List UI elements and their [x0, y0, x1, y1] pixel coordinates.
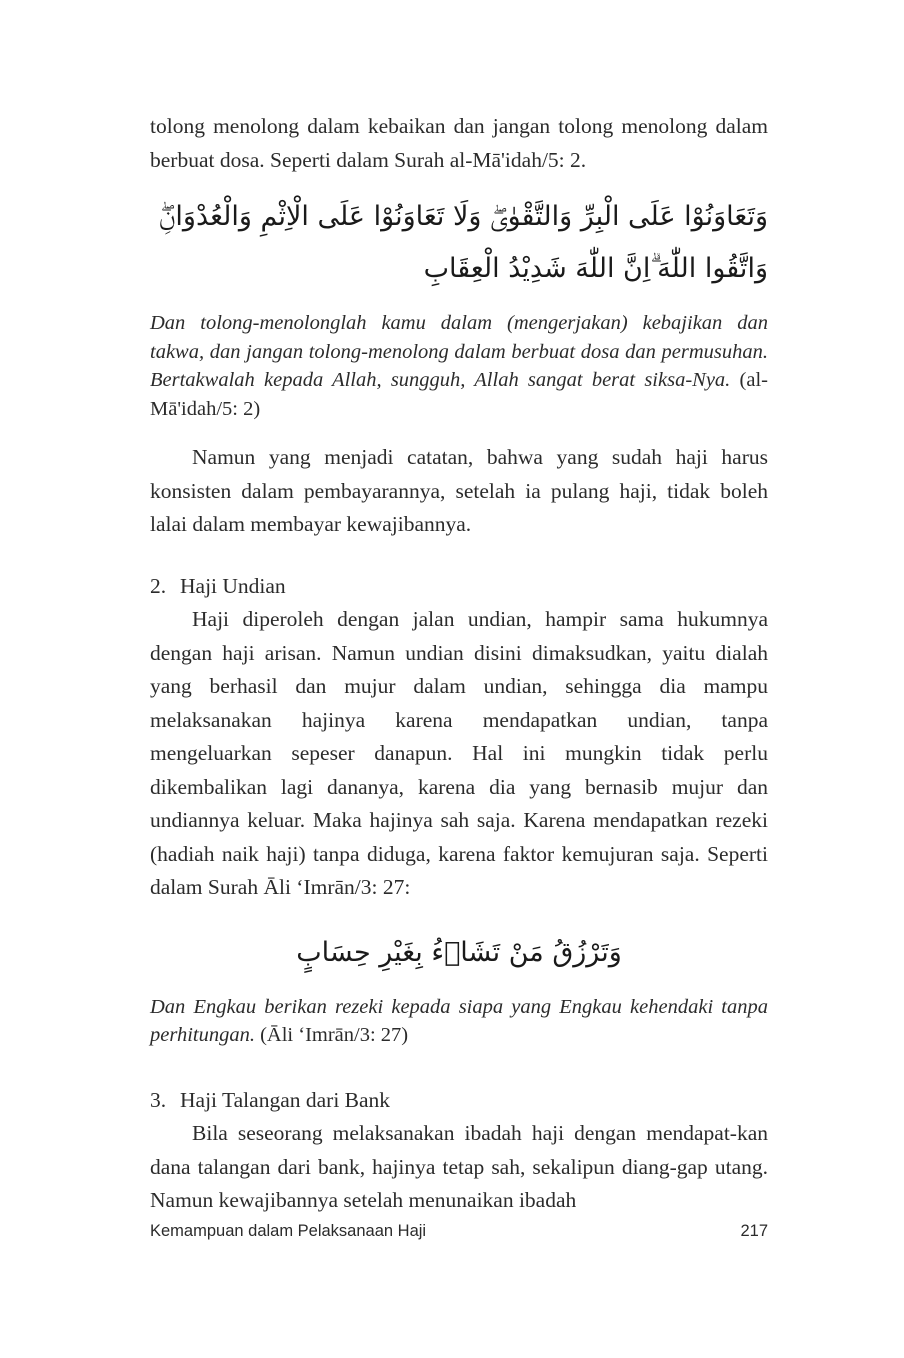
section-number: 2. — [150, 573, 167, 598]
paragraph-note: Namun yang menjadi catatan, bahwa yang sudah haji harus konsisten dalam pembayarannya, setelah ia pulang haji, tidak boleh lalai dalam membayar kewajibannya. — [150, 445, 768, 536]
section-title: Haji Undian — [180, 573, 286, 598]
verse-translation-ali-imran — [150, 993, 768, 1050]
section-body-haji-talangan: Bila seseorang melaksanakan ibadah haji dengan mendapat-kan dana talangan dari bank, hajinya tetap sah, sekalipun diang-gap utang. Namun kewajibannya setelah menunaikan ibadah — [150, 1121, 768, 1212]
section-body-haji-undian: Haji diperoleh dengan jalan undian, hampir sama hukumnya dengan haji arisan. Namun undian disini dimaksudkan, yaitu dialah yang berhasil dan mujur dalam undian, sehingga dia mampu melaksanakan hajinya karena mendapatkan undian, tanpa mengeluarkan sepeser danapun. Hal ini mungkin tidak perlu dikembalikan lagi dananya, karena dia yang bernasib mujur dan undiannya keluar. Maka hajinya sah saja. Karena mendapatkan rezeki (hadiah naik haji) tanpa diduga, karena faktor kemujuran saja. Seperti dalam Surah Āli ‘Imrān/3: 27: — [150, 607, 768, 899]
section-heading-haji-undian — [150, 570, 768, 604]
section-title: Haji Talangan dari Bank — [180, 1087, 391, 1112]
section-number: 3. — [150, 1087, 167, 1112]
page-number: 217 — [740, 1222, 768, 1240]
verse-reference: (al-Mā'idah/5: 2) — [150, 369, 768, 420]
translation-text: Dan Engkau berikan rezeki kepada siapa yang Engkau kehendaki tanpa perhitungan. — [150, 995, 768, 1046]
verse-translation-almaidah — [150, 309, 768, 423]
running-title: Kemampuan dalam Pelaksanaan Haji — [150, 1222, 427, 1240]
intro-paragraph: tolong menolong dalam kebaikan dan jangan tolong menolong dalam berbuat dosa. Seperti dalam Surah al-Mā'idah/5: 2. — [150, 114, 768, 172]
page-body — [150, 110, 768, 1218]
verse-reference: (Āli ‘Imrān/3: 27) — [260, 1024, 409, 1046]
verse-arabic-ali-imran: وَتَرْزُقُ مَنْ تَشَاۤءُ بِغَيْرِ حِسَابٍ — [296, 936, 622, 968]
verse-arabic-almaidah: وَتَعَاوَنُوْا عَلَى الْبِرِّ وَالتَّقْوٰىۖ وَلَا تَعَاوَنُوْا عَلَى الْاِثْمِ وَالْعُدْوَانِۖ وَاتَّقُوا اللّٰهَ ۗاِنَّ اللّٰهَ شَدِيْدُ الْعِقَابِ — [158, 201, 768, 284]
translation-text: Dan tolong-menolonglah kamu dalam (mengerjakan) kebajikan dan takwa, dan jangan tolong-menolong dalam berbuat dosa dan permusuhan. Bertakwalah kepada Allah, sungguh, Allah sangat berat siksa-Nya. — [150, 312, 768, 391]
section-heading-haji-talangan — [150, 1084, 768, 1118]
page-footer — [150, 1222, 768, 1241]
